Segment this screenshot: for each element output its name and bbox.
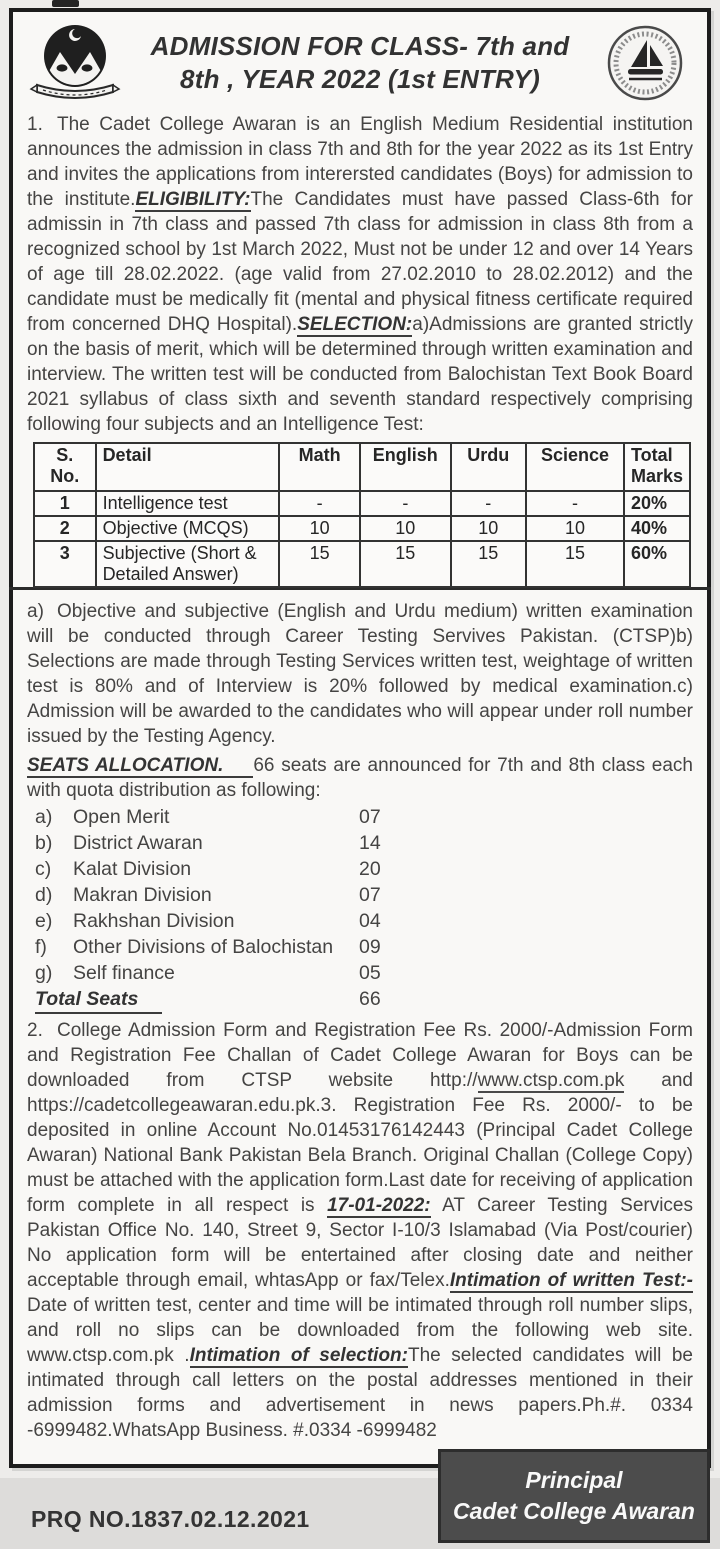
ad-header [27, 22, 693, 108]
cell-english: 10 [360, 516, 451, 541]
cell-total: 20% [624, 491, 690, 516]
paragraph-2-text-3: AT Career Testing Services Pakistan Office No. 140, Street 9, Sector I-10/3 Islamabad (Via Post/courier) No application form will be entertained after closing date and neither acceptable through email, whtasApp or fax/Telex. [27, 1195, 693, 1291]
cell-math: - [279, 491, 360, 516]
seat-key: b) [35, 832, 53, 854]
cell-english: - [360, 491, 451, 516]
cell-math: 10 [279, 516, 360, 541]
last-date-label: 17-01-2022: [327, 1195, 431, 1216]
list-item [35, 908, 693, 934]
header-english: English [360, 443, 451, 491]
seat-value: 14 [359, 832, 381, 854]
list-item [35, 960, 693, 986]
intimation-selection-label: Intimation of selection: [189, 1345, 408, 1366]
seats-allocation-heading [27, 753, 693, 803]
ad-footer [27, 1443, 693, 1549]
paragraph-1-number: 1. [27, 114, 43, 135]
subjects-marks-table [33, 442, 691, 588]
header-math: Math [279, 443, 360, 491]
list-item [35, 934, 693, 960]
cell-sno: 1 [34, 491, 96, 516]
seat-value: 05 [359, 962, 381, 984]
seat-value: 07 [359, 806, 381, 828]
seat-key: g) [35, 962, 53, 984]
seat-label: Self finance [73, 962, 175, 984]
cell-total: 40% [624, 516, 690, 541]
seat-value: 20 [359, 858, 381, 880]
college-crest-icon [29, 22, 121, 108]
paragraph-1-intro: The Cadet College Awaran is an English Medium Residential institution announces the admission in class 7th and 8th for the year 2022 as its 1st Entry and invites the applications from interersted candidates (Boys) for admission to the institute. [27, 114, 693, 210]
list-item [35, 804, 693, 830]
seat-label: District Awaran [73, 832, 203, 854]
cell-math: 15 [279, 541, 360, 587]
seat-label: Makran Division [73, 884, 212, 906]
paragraph-1 [27, 112, 693, 437]
cell-science: 10 [526, 516, 624, 541]
selection-text: a)Admissions are granted strictly on the basis of merit, which will be determined through written examination and interview. The written test will be conducted from Balochistan Text Book Board 2021 syllabus of class sixth and seventh standard respectively comprising following four subjects and an Intelligence Test: [27, 314, 693, 435]
seat-label: Open Merit [73, 806, 170, 828]
subjects-table-section [9, 442, 711, 590]
seat-key: c) [35, 858, 52, 880]
table-row [34, 491, 690, 516]
seat-key: a) [35, 806, 53, 828]
signature-box [438, 1449, 710, 1543]
college-seal-icon [605, 22, 685, 104]
seat-label: Other Divisions of Balochistan [73, 936, 334, 958]
list-item [35, 830, 693, 856]
selection-label: SELECTION: [297, 314, 413, 335]
seat-value: 07 [359, 884, 381, 906]
admission-ad-frame [9, 8, 711, 1532]
table-row [34, 541, 690, 587]
right-logo-wrap [597, 22, 693, 104]
total-seats-label: Total Seats [35, 986, 162, 1014]
eligibility-label: ELIGIBILITY: [135, 189, 251, 210]
paragraph-2-text-2: and https://cadetcollegeawaran.edu.pk.3. Registration Fee Rs. 2000/- to be deposited in online Account No.01453176142443 (Principal Cadet College Awaran) National Bank Pakistan Bela Branch. Original Challan (College Copy) must be attached with the application form.Last date for receiving of application form complete in all respect is [27, 1070, 693, 1216]
header-science: Science [526, 443, 624, 491]
left-logo-wrap [27, 22, 123, 108]
title-line-1: ADMISSION FOR CLASS- 7th and [150, 31, 570, 61]
cell-urdu: 10 [451, 516, 526, 541]
list-item [35, 856, 693, 882]
seat-value: 04 [359, 910, 381, 932]
total-seats-value: 66 [359, 988, 381, 1010]
seat-label: Kalat Division [73, 858, 192, 880]
table-header-row [34, 443, 690, 491]
paragraph-2-text-1: College Admission Form and Registration Fee Rs. 2000/-Admission Form and Registration Fee Challan of Cadet College Awaran for Boys can be downloaded from CTSP website http:// [27, 1020, 693, 1091]
seat-key: f) [35, 936, 47, 958]
seat-value: 09 [359, 936, 381, 958]
header-urdu: Urdu [451, 443, 526, 491]
paragraph-selection-details [27, 599, 693, 749]
paragraph-2-text-5: The selected candidates will be intimated through call letters on the postal addresses mentioned in their admission forms and advertisement in news papers.Ph.#. 0334 -6999482.WhatsApp Business. #.0334 -6999482 [27, 1345, 693, 1441]
cell-english: 15 [360, 541, 451, 587]
cell-science: - [526, 491, 624, 516]
cell-urdu: 15 [451, 541, 526, 587]
seat-label: Rakhshan Division [73, 910, 235, 932]
header-detail: Detail [96, 443, 280, 491]
cell-urdu: - [451, 491, 526, 516]
paragraph-a-text: Objective and subjective (English and Urdu medium) written examination will be conducted through Career Testing Servives Pakistan. (CTSP)b) Selections are made through Testing Services written test, weightage of written test is 80% and of Interview is 20% followed by medical examination.c) Admission will be awarded to the candidates who will appear under roll number issued by the Testing Agency. [27, 601, 693, 747]
table-row [34, 516, 690, 541]
header-total-marks: Total Marks [624, 443, 690, 491]
ad-title [123, 22, 597, 96]
cell-detail: Intelligence test [96, 491, 280, 516]
paragraph-2 [27, 1018, 693, 1443]
seats-quota-list [35, 804, 693, 1014]
title-line-2: 8th , YEAR 2022 (1st ENTRY) [180, 64, 540, 94]
seats-total-row [35, 986, 693, 1014]
intimation-written-test-label: Intimation of written Test:- [449, 1270, 693, 1291]
cell-detail: Objective (MCQS) [96, 516, 280, 541]
cell-science: 15 [526, 541, 624, 587]
seat-key: d) [35, 884, 53, 906]
cell-detail: Subjective (Short & Detailed Answer) [96, 541, 280, 587]
header-sno: S. No. [34, 443, 96, 491]
list-item [35, 882, 693, 908]
prq-number: PRQ NO.1837.02.12.2021 [31, 1506, 310, 1532]
signature-title: Principal [525, 1467, 623, 1493]
seats-allocation-text: 66 seats are announced for 7th and 8th class each with quota distribution as following: [27, 755, 693, 801]
ctsp-website-link: www.ctsp.com.pk [477, 1070, 625, 1091]
cell-sno: 3 [34, 541, 96, 587]
eligibility-text: The Candidates must have passed Class-6th for admissin in 7th class and passed 7th class for admission in class 8th from a recognized school by 1st March 2022, Must not be under 12 and over 14 Years of age till 28.02.2022. (age valid from 27.02.2010 to 28.02.2012) and the candidate must be medically fit (mental and physical fitness certificate required from concerned DHQ Hospital). [27, 189, 693, 335]
signature-org: Cadet College Awaran [453, 1498, 695, 1524]
cell-sno: 2 [34, 516, 96, 541]
seat-key: e) [35, 910, 53, 932]
paragraph-a-number: a) [27, 601, 44, 622]
paragraph-2-number: 2. [27, 1020, 43, 1041]
scan-artifact [52, 0, 79, 7]
paragraph-2-text-4: Date of written test, center and time will be intimated through roll number slips, and roll no slips can be downloaded from the following web site. www.ctsp.com.pk . [27, 1295, 693, 1366]
cell-total: 60% [624, 541, 690, 587]
seats-allocation-label: SEATS ALLOCATION. [27, 755, 253, 778]
